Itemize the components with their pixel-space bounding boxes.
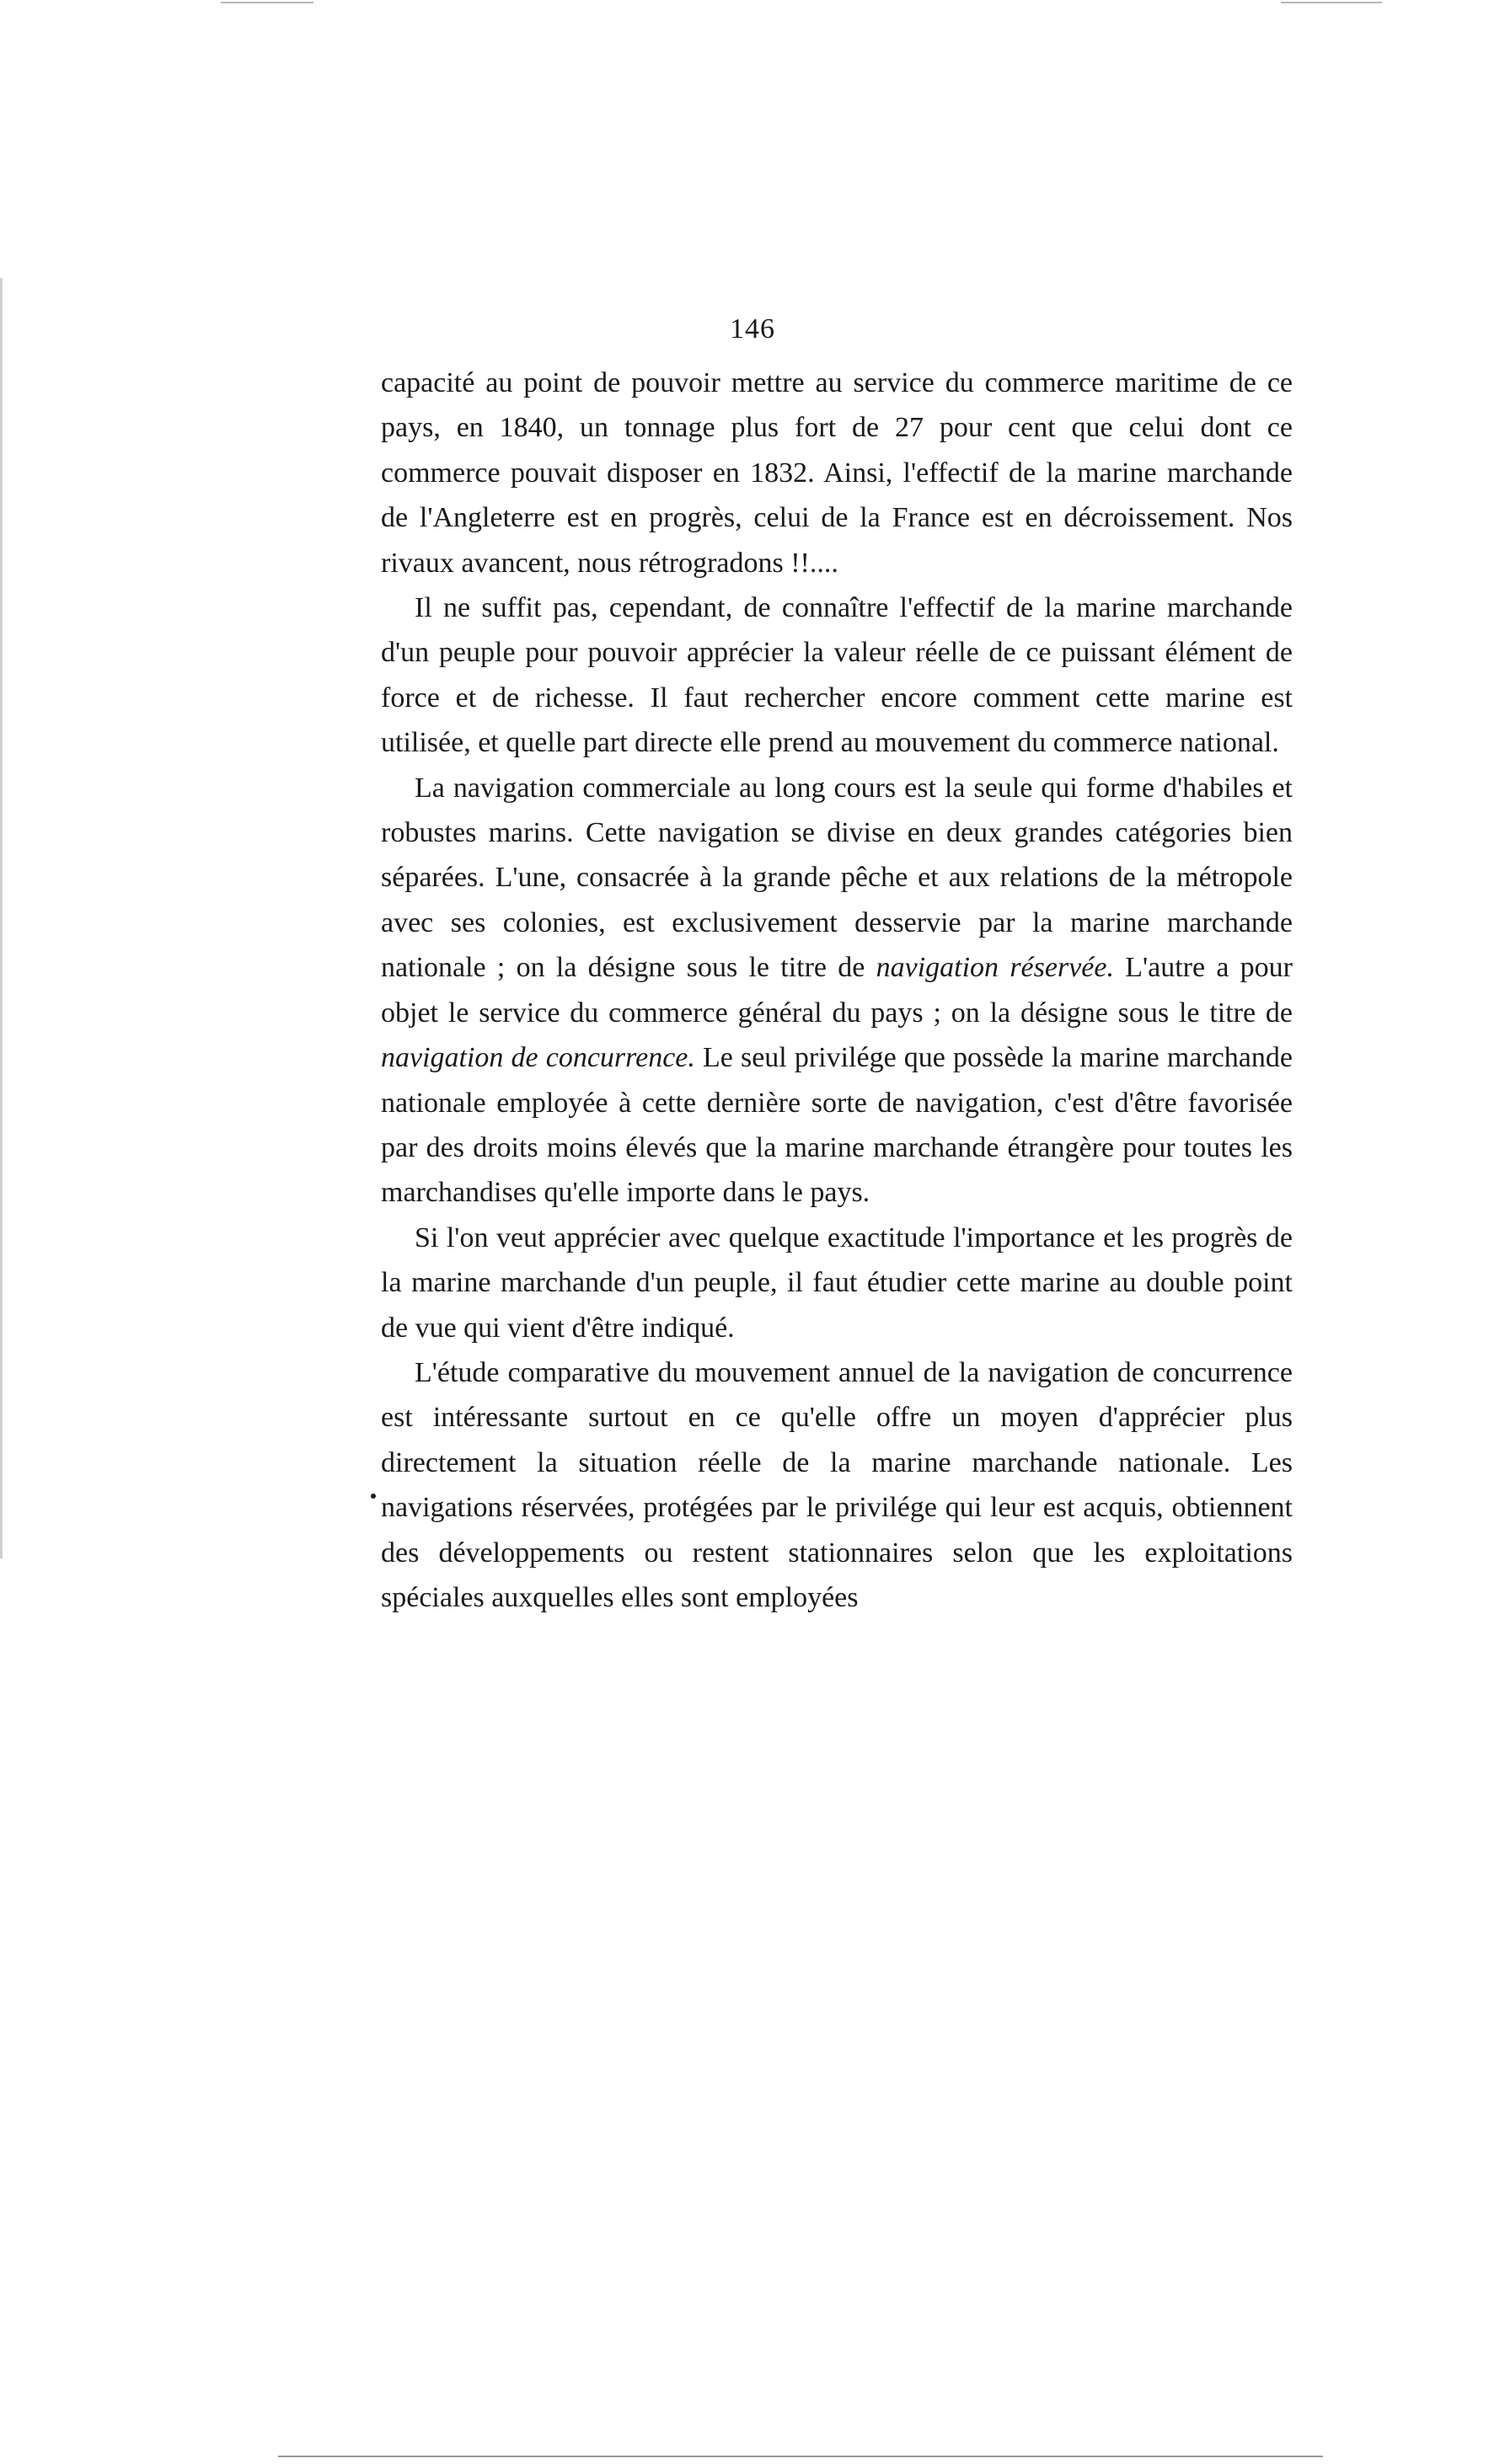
body-text bbox=[381, 361, 1293, 1620]
paragraph-3-part-b: L'autre a pour objet le service du commerce général du pays ; on la désigne sous le titre de bbox=[381, 952, 1293, 1029]
paragraph-5: L'étude comparative du mouvement annuel de la navigation de concurrence est intéressante surtout en ce qu'elle offre un moyen d'apprécier plus directement la situation réelle de la marine marchande nationale. Les navigations réservées, protégées par le privilége qui leur est acquis, obtiennent des développements ou restent stationnaires selon que les exploitations spéciales auxquelles elles sont employées bbox=[381, 1356, 1293, 1613]
scan-edge-top-right bbox=[1281, 2, 1382, 3]
paragraph-1: capacité au point de pouvoir mettre au service du commerce maritime de ce pays, en 1840, un tonnage plus fort de 27 pour cent que celui dont ce commerce pouvait disposer en 1832. Ainsi, l'effectif de la marine marchande de l'Angleterre est en progrès, celui de la France est en décroissement. Nos rivaux avancent, nous rétrogradons !!.... bbox=[381, 367, 1293, 579]
term-navigation-reservee: navigation réservée. bbox=[876, 952, 1114, 984]
term-navigation-concurrence: navigation de concurrence. bbox=[381, 1042, 695, 1074]
paragraph-2: Il ne suffit pas, cependant, de connaître l'effectif de la marine marchande d'un peuple pour pouvoir apprécier la valeur réelle de ce puissant élément de force et de richesse. Il faut rechercher encore comment cette marine est utilisée, et quelle part directe elle prend au mouvement du commerce national. bbox=[381, 592, 1293, 759]
paragraph-3 bbox=[381, 766, 1293, 1216]
scan-edge-bottom bbox=[278, 2456, 1323, 2457]
page-number: 146 bbox=[730, 313, 775, 345]
scan-edge-left bbox=[0, 278, 3, 1558]
paragraph-3-part-a: La navigation commerciale au long cours est la seule qui forme d'habiles et robustes marins. Cette navigation se divise en deux grandes catégories bien séparées. L'une, consacrée à la grande pêche et aux relations de la métropole avec ses colonies, est exclusivement desservie par la marine marchande nationale ; on la désigne sous le titre de bbox=[381, 772, 1293, 984]
scan-edge-top-left bbox=[221, 2, 313, 3]
margin-mark bbox=[371, 1494, 376, 1499]
paragraph-3-part-c: Le seul privilége que possède la marine marchande nationale employée à cette dernière sorte de navigation, c'est d'être favorisée par des droits moins élevés que la marine marchande étrangère pour toutes les marchandises qu'elle importe dans le pays. bbox=[381, 1042, 1293, 1209]
paragraph-4: Si l'on veut apprécier avec quelque exactitude l'importance et les progrès de la marine marchande d'un peuple, il faut étudier cette marine au double point de vue qui vient d'être indiqué. bbox=[381, 1221, 1293, 1344]
